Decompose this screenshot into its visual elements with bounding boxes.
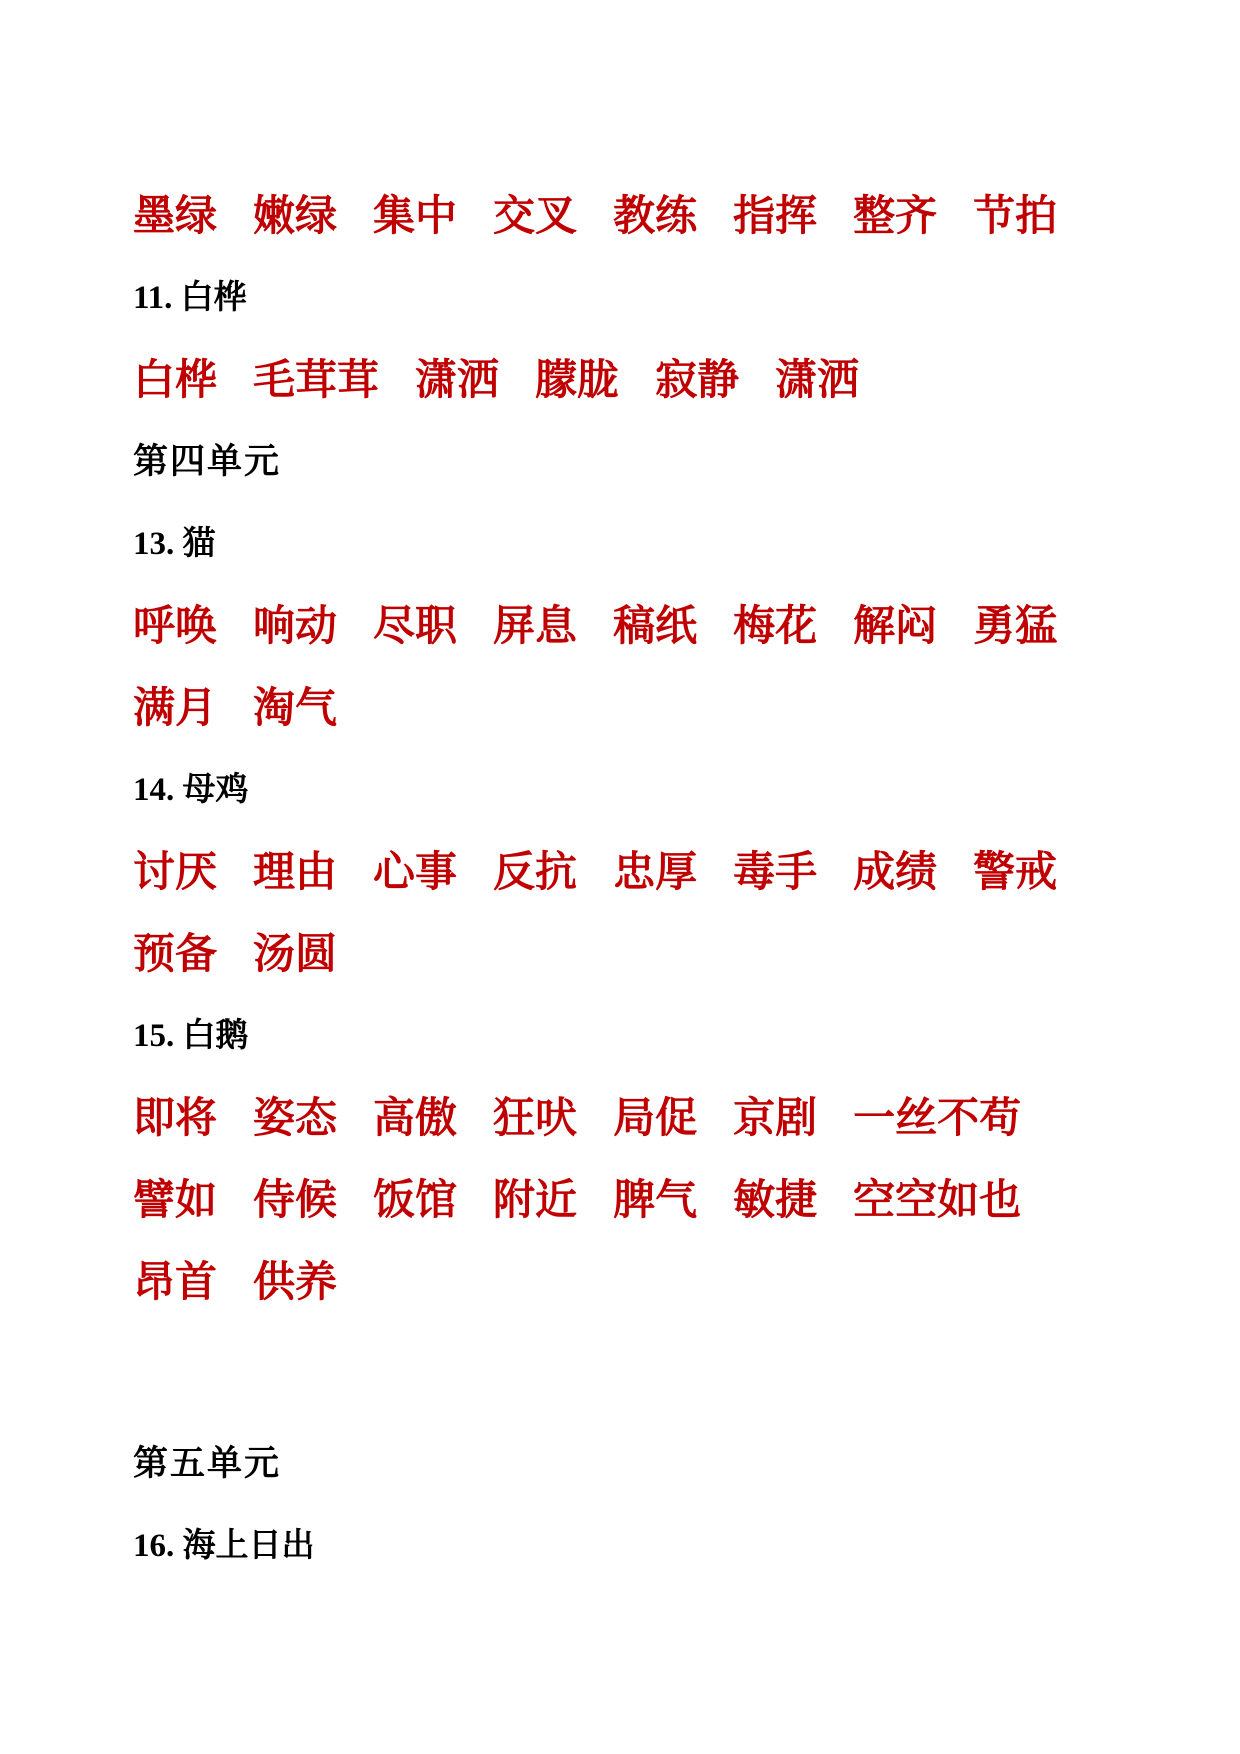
vocab-word: 淘气: [253, 683, 338, 732]
vocab-row: [133, 682, 1120, 734]
vocab-word: 空空如也: [853, 1175, 1022, 1224]
vocab-word: 狂吠: [493, 1093, 578, 1142]
vocab-word: 预备: [133, 929, 218, 978]
lesson-heading: 13. 猫: [133, 526, 216, 562]
vocab-word: 交叉: [493, 191, 578, 240]
vocab-row: [133, 354, 1120, 406]
vocab-word: 潇洒: [415, 355, 500, 404]
vocab-word: 潇洒: [775, 355, 860, 404]
lesson-heading: 11. 白桦: [133, 280, 247, 316]
vocab-word: 响动: [253, 601, 338, 650]
vocab-word: 嫩绿: [253, 191, 338, 240]
vocab-word: 供养: [253, 1257, 338, 1306]
vocab-word: 整齐: [853, 191, 938, 240]
vocab-word: 呼唤: [133, 601, 218, 650]
vocab-word: 勇猛: [973, 601, 1058, 650]
vocab-word: 心事: [373, 847, 458, 896]
vocab-word: 局促: [613, 1093, 698, 1142]
vocab-word: 汤圆: [253, 929, 338, 978]
vocab-word: 毒手: [733, 847, 818, 896]
vocab-word: 脾气: [613, 1175, 698, 1224]
vocab-word: 成绩: [853, 847, 938, 896]
vocab-row: [133, 928, 1120, 980]
vocab-row: [133, 190, 1120, 242]
vocab-row: [133, 1174, 1120, 1226]
lesson-heading: 15. 白鹅: [133, 1018, 249, 1054]
vocab-word: 指挥: [733, 191, 818, 240]
vocab-word: 梅花: [733, 601, 818, 650]
vocab-word: 反抗: [493, 847, 578, 896]
vocab-word: 譬如: [133, 1175, 218, 1224]
vocab-word: 毛茸茸: [253, 355, 380, 404]
vocab-row: [133, 1092, 1120, 1144]
section-heading: 第四单元: [133, 442, 282, 481]
vocab-word: 屏息: [493, 601, 578, 650]
lesson-heading: 16. 海上日出: [133, 1528, 315, 1564]
vocab-word: 饭馆: [373, 1175, 458, 1224]
vocab-word: 理由: [253, 847, 338, 896]
section-heading: 第五单元: [133, 1444, 282, 1483]
vocab-word: 高傲: [373, 1093, 458, 1142]
vocab-row: [133, 846, 1120, 898]
vocab-word: 稿纸: [613, 601, 698, 650]
vocab-word: 集中: [373, 191, 458, 240]
vocab-word: 附近: [493, 1175, 578, 1224]
vocab-word: 寂静: [655, 355, 740, 404]
vocab-word: 解闷: [853, 601, 938, 650]
vocab-word: 侍候: [253, 1175, 338, 1224]
vocab-word: 即将: [133, 1093, 218, 1142]
vocab-word: 满月: [133, 683, 218, 732]
vocab-word: 教练: [613, 191, 698, 240]
vocab-row: [133, 600, 1120, 652]
vocab-word: 节拍: [973, 191, 1058, 240]
vocab-word: 敏捷: [733, 1175, 818, 1224]
vocab-word: 京剧: [733, 1093, 818, 1142]
vocab-word: 尽职: [373, 601, 458, 650]
spacer: [133, 1338, 1120, 1438]
vocab-word: 姿态: [253, 1093, 338, 1142]
vocab-word: 忠厚: [613, 847, 698, 896]
lesson-heading: 14. 母鸡: [133, 772, 249, 808]
vocab-word: 白桦: [133, 355, 218, 404]
vocab-word: 一丝不苟: [853, 1093, 1022, 1142]
vocab-word: 讨厌: [133, 847, 218, 896]
vocab-word: 昂首: [133, 1257, 218, 1306]
vocab-word: 警戒: [973, 847, 1058, 896]
vocab-word: 墨绿: [133, 191, 218, 240]
vocab-row: [133, 1256, 1120, 1308]
vocab-word: 朦胧: [535, 355, 620, 404]
